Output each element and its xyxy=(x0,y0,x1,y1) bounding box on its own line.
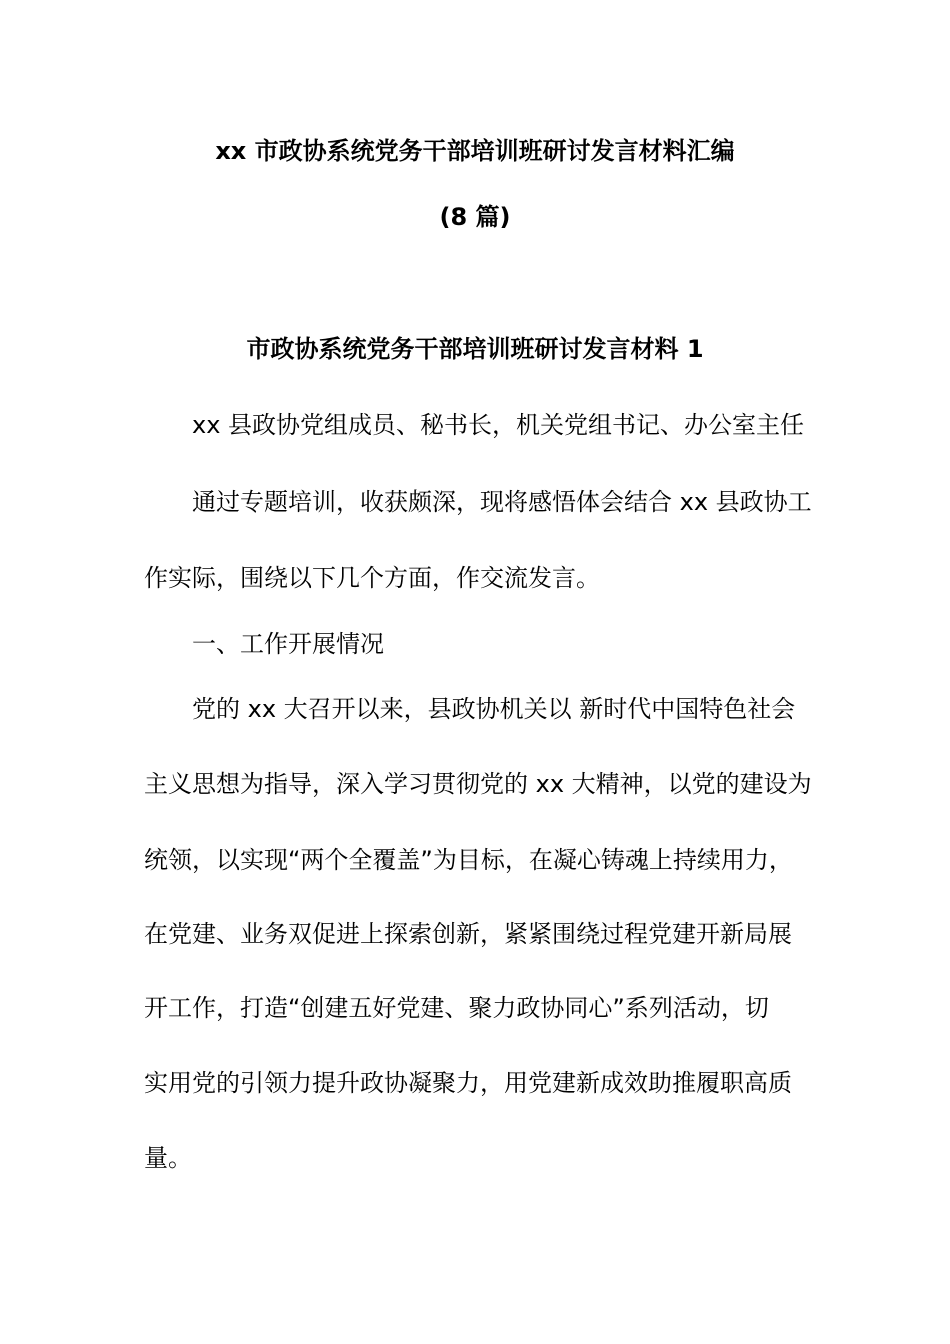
paragraph-line: 量。 xyxy=(144,1144,192,1172)
paragraph-line: 实用党的引领力提升政协凝聚力，用党建新成效助推履职高质 xyxy=(144,1069,792,1097)
paragraph-line: 作实际，围绕以下几个方面，作交流发言。 xyxy=(144,564,600,592)
author-line: xx 县政协党组成员、秘书长，机关党组书记、办公室主任 xyxy=(192,411,805,439)
section-heading: 一、工作开展情况 xyxy=(192,630,384,658)
paragraph-line: 主义思想为指导，深入学习贯彻党的 xx 大精神，以党的建设为 xyxy=(144,770,812,798)
paragraph-line: 党的 xx 大召开以来，县政协机关以 新时代中国特色社会 xyxy=(192,695,796,723)
paragraph-line: 开工作，打造“创建五好党建、聚力政协同心”系列活动，切 xyxy=(144,994,769,1022)
paragraph-line: 统领，以实现“两个全覆盖”为目标，在凝心铸魂上持续用力， xyxy=(144,846,793,874)
paragraph-line: 在党建、业务双促进上探索创新，紧紧围绕过程党建开新局展 xyxy=(144,920,792,948)
section-title: 市政协系统党务干部培训班研讨发言材料 1 xyxy=(246,335,704,363)
paragraph-line: 通过专题培训，收获颇深，现将感悟体会结合 xx 县政协工 xyxy=(192,488,812,516)
main-title-count: (8 篇) xyxy=(439,203,511,231)
main-title: xx 市政协系统党务干部培训班研讨发言材料汇编 xyxy=(215,137,735,165)
